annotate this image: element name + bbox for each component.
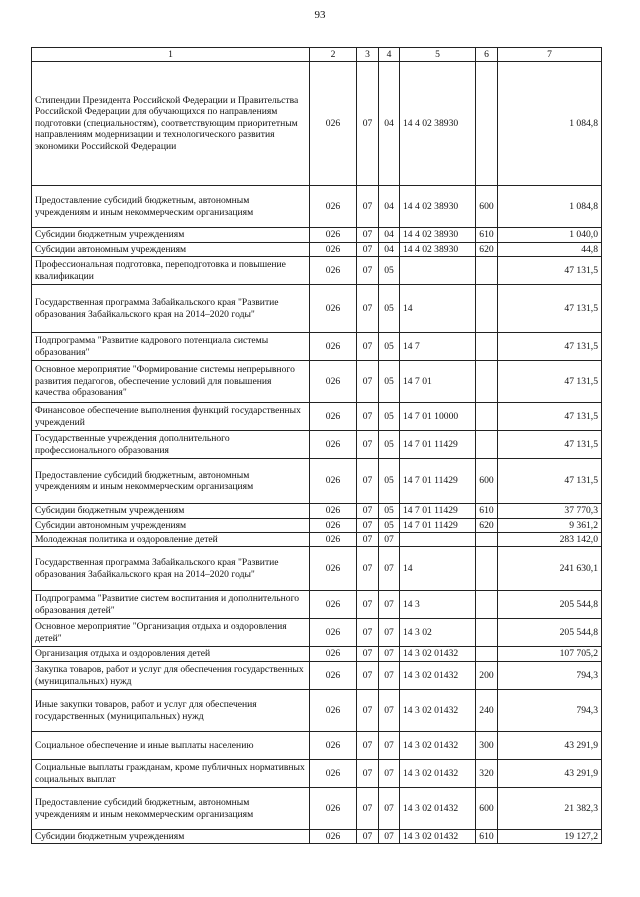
row-subsection-code: 07: [379, 830, 400, 844]
row-subsection-code: 04: [379, 62, 400, 186]
row-name: Подпрограмма "Развитие систем воспитания и дополнительного образования детей": [32, 591, 310, 619]
table-row: [32, 732, 602, 760]
table-row: [32, 403, 602, 431]
row-name: Государственная программа Забайкальского края "Развитие образования Забайкальского края на 2014–2020 годы": [32, 547, 310, 591]
budget-table: [31, 47, 602, 844]
row-section-code: 07: [357, 243, 379, 257]
row-subsection-code: 07: [379, 760, 400, 788]
table-row: [32, 519, 602, 533]
row-section-code: 07: [357, 760, 379, 788]
row-expense-type-code: [476, 431, 498, 459]
column-number-3: 3: [357, 48, 379, 62]
column-number-1: 1: [32, 48, 310, 62]
row-subsection-code: 04: [379, 243, 400, 257]
row-subsection-code: 04: [379, 228, 400, 243]
row-expense-type-code: [476, 257, 498, 285]
row-admin-code: 026: [310, 333, 357, 361]
row-section-code: 07: [357, 732, 379, 760]
row-subsection-code: 05: [379, 519, 400, 533]
row-subsection-code: 05: [379, 403, 400, 431]
row-target-article-code: 14 7 01 11429: [400, 504, 476, 519]
table-row: [32, 62, 602, 186]
row-section-code: 07: [357, 533, 379, 547]
row-name: Государственные учреждения дополнительного профессионального образования: [32, 431, 310, 459]
row-target-article-code: 14 7 01 11429: [400, 459, 476, 504]
row-amount: 794,3: [498, 662, 602, 690]
row-amount: 1 084,8: [498, 186, 602, 228]
row-admin-code: 026: [310, 591, 357, 619]
row-expense-type-code: [476, 62, 498, 186]
row-admin-code: 026: [310, 732, 357, 760]
table-row: [32, 243, 602, 257]
row-amount: 47 131,5: [498, 257, 602, 285]
row-target-article-code: 14 4 02 38930: [400, 186, 476, 228]
row-expense-type-code: 600: [476, 788, 498, 830]
row-target-article-code: 14 4 02 38930: [400, 228, 476, 243]
table-row: [32, 788, 602, 830]
row-name: Субсидии автономным учреждениям: [32, 243, 310, 257]
row-expense-type-code: [476, 403, 498, 431]
row-section-code: 07: [357, 519, 379, 533]
row-target-article-code: 14 3 02 01432: [400, 788, 476, 830]
row-admin-code: 026: [310, 519, 357, 533]
row-amount: 47 131,5: [498, 459, 602, 504]
row-target-article-code: 14 7 01 11429: [400, 431, 476, 459]
row-amount: 1 084,8: [498, 62, 602, 186]
row-subsection-code: 05: [379, 333, 400, 361]
row-admin-code: 026: [310, 285, 357, 333]
row-target-article-code: [400, 533, 476, 547]
row-admin-code: 026: [310, 662, 357, 690]
row-target-article-code: 14 4 02 38930: [400, 62, 476, 186]
row-admin-code: 026: [310, 186, 357, 228]
row-admin-code: 026: [310, 647, 357, 662]
row-target-article-code: 14 3 02 01432: [400, 662, 476, 690]
row-subsection-code: 05: [379, 504, 400, 519]
row-section-code: 07: [357, 690, 379, 732]
row-expense-type-code: [476, 533, 498, 547]
table-row: [32, 257, 602, 285]
row-name: Иные закупки товаров, работ и услуг для обеспечения государственных (муниципальных) нужд: [32, 690, 310, 732]
row-expense-type-code: [476, 591, 498, 619]
row-name: Предоставление субсидий бюджетным, автономным учреждениям и иным некоммерческим организациям: [32, 459, 310, 504]
row-expense-type-code: 600: [476, 459, 498, 504]
row-expense-type-code: 240: [476, 690, 498, 732]
row-expense-type-code: [476, 333, 498, 361]
row-section-code: 07: [357, 830, 379, 844]
row-admin-code: 026: [310, 459, 357, 504]
row-admin-code: 026: [310, 760, 357, 788]
row-amount: 47 131,5: [498, 361, 602, 403]
row-target-article-code: [400, 257, 476, 285]
row-expense-type-code: [476, 285, 498, 333]
row-section-code: 07: [357, 285, 379, 333]
row-target-article-code: 14 3 02 01432: [400, 732, 476, 760]
row-name: Основное мероприятие "Формирование системы непрерывного развития педагогов, обеспечение условий для повышения качества образования": [32, 361, 310, 403]
row-subsection-code: 07: [379, 788, 400, 830]
row-section-code: 07: [357, 647, 379, 662]
row-target-article-code: 14 7: [400, 333, 476, 361]
row-section-code: 07: [357, 403, 379, 431]
row-subsection-code: 07: [379, 547, 400, 591]
row-amount: 43 291,9: [498, 760, 602, 788]
row-subsection-code: 05: [379, 361, 400, 403]
row-amount: 44,8: [498, 243, 602, 257]
row-admin-code: 026: [310, 361, 357, 403]
table-row: [32, 228, 602, 243]
row-subsection-code: 07: [379, 732, 400, 760]
row-target-article-code: 14 7 01: [400, 361, 476, 403]
row-admin-code: 026: [310, 547, 357, 591]
row-admin-code: 026: [310, 830, 357, 844]
table-row: [32, 662, 602, 690]
table-row: [32, 459, 602, 504]
row-amount: 47 131,5: [498, 333, 602, 361]
column-number-row: [32, 48, 602, 62]
row-expense-type-code: 600: [476, 186, 498, 228]
row-amount: 43 291,9: [498, 732, 602, 760]
row-amount: 241 630,1: [498, 547, 602, 591]
row-admin-code: 026: [310, 228, 357, 243]
row-section-code: 07: [357, 591, 379, 619]
row-target-article-code: 14 7 01 11429: [400, 519, 476, 533]
row-amount: 19 127,2: [498, 830, 602, 844]
row-amount: 47 131,5: [498, 403, 602, 431]
table-row: [32, 186, 602, 228]
table-row: [32, 591, 602, 619]
row-expense-type-code: 620: [476, 519, 498, 533]
row-amount: 1 040,0: [498, 228, 602, 243]
row-expense-type-code: [476, 547, 498, 591]
row-target-article-code: 14: [400, 285, 476, 333]
row-section-code: 07: [357, 504, 379, 519]
row-subsection-code: 07: [379, 591, 400, 619]
row-subsection-code: 07: [379, 647, 400, 662]
row-subsection-code: 07: [379, 662, 400, 690]
row-target-article-code: 14 3 02 01432: [400, 647, 476, 662]
row-admin-code: 026: [310, 788, 357, 830]
row-name: Молодежная политика и оздоровление детей: [32, 533, 310, 547]
table-row: [32, 830, 602, 844]
row-name: Стипендии Президента Российской Федерации и Правительства Российской Федерации для обучающихся по направлениям подготовки (специальностям), соответствующим приоритетным направлениям модернизации и технологического развития экономики Российской Федерации: [32, 62, 310, 186]
row-section-code: 07: [357, 62, 379, 186]
table-row: [32, 647, 602, 662]
row-expense-type-code: [476, 647, 498, 662]
column-number-4: 4: [379, 48, 400, 62]
row-subsection-code: 07: [379, 619, 400, 647]
row-target-article-code: 14 4 02 38930: [400, 243, 476, 257]
row-name: Финансовое обеспечение выполнения функций государственных учреждений: [32, 403, 310, 431]
row-amount: 794,3: [498, 690, 602, 732]
row-name: Государственная программа Забайкальского края "Развитие образования Забайкальского края на 2014–2020 годы": [32, 285, 310, 333]
row-subsection-code: 04: [379, 186, 400, 228]
row-section-code: 07: [357, 788, 379, 830]
row-section-code: 07: [357, 361, 379, 403]
row-name: Организация отдыха и оздоровления детей: [32, 647, 310, 662]
row-expense-type-code: 200: [476, 662, 498, 690]
row-name: Основное мероприятие "Организация отдыха и оздоровления детей": [32, 619, 310, 647]
row-admin-code: 026: [310, 533, 357, 547]
row-target-article-code: 14 3: [400, 591, 476, 619]
table-row: [32, 504, 602, 519]
row-section-code: 07: [357, 459, 379, 504]
row-admin-code: 026: [310, 62, 357, 186]
row-amount: 205 544,8: [498, 619, 602, 647]
table-row: [32, 533, 602, 547]
row-admin-code: 026: [310, 257, 357, 285]
row-subsection-code: 05: [379, 431, 400, 459]
row-name: Социальные выплаты гражданам, кроме публичных нормативных социальных выплат: [32, 760, 310, 788]
table-row: [32, 690, 602, 732]
row-section-code: 07: [357, 333, 379, 361]
table-row: [32, 361, 602, 403]
row-target-article-code: 14 7 01 10000: [400, 403, 476, 431]
row-admin-code: 026: [310, 243, 357, 257]
row-name: Предоставление субсидий бюджетным, автономным учреждениям и иным некоммерческим организациям: [32, 186, 310, 228]
table-row: [32, 431, 602, 459]
row-expense-type-code: 610: [476, 228, 498, 243]
column-number-2: 2: [310, 48, 357, 62]
row-expense-type-code: 610: [476, 830, 498, 844]
row-amount: 107 705,2: [498, 647, 602, 662]
row-section-code: 07: [357, 228, 379, 243]
row-name: Субсидии бюджетным учреждениям: [32, 830, 310, 844]
row-name: Профессиональная подготовка, переподготовка и повышение квалификации: [32, 257, 310, 285]
row-target-article-code: 14: [400, 547, 476, 591]
row-section-code: 07: [357, 186, 379, 228]
row-section-code: 07: [357, 257, 379, 285]
row-target-article-code: 14 3 02 01432: [400, 830, 476, 844]
table-row: [32, 760, 602, 788]
row-subsection-code: 05: [379, 459, 400, 504]
row-name: Субсидии бюджетным учреждениям: [32, 504, 310, 519]
row-admin-code: 026: [310, 403, 357, 431]
row-target-article-code: 14 3 02 01432: [400, 760, 476, 788]
table-row: [32, 285, 602, 333]
table-row: [32, 619, 602, 647]
row-section-code: 07: [357, 662, 379, 690]
column-number-6: 6: [476, 48, 498, 62]
row-admin-code: 026: [310, 504, 357, 519]
page-number: 93: [314, 9, 326, 21]
row-expense-type-code: 320: [476, 760, 498, 788]
row-amount: 47 131,5: [498, 431, 602, 459]
row-target-article-code: 14 3 02 01432: [400, 690, 476, 732]
row-amount: 21 382,3: [498, 788, 602, 830]
row-expense-type-code: 620: [476, 243, 498, 257]
table-row: [32, 547, 602, 591]
row-expense-type-code: 300: [476, 732, 498, 760]
budget-table-body: [32, 48, 602, 844]
row-amount: 283 142,0: [498, 533, 602, 547]
row-name: Подпрограмма "Развитие кадрового потенциала системы образования": [32, 333, 310, 361]
row-name: Субсидии бюджетным учреждениям: [32, 228, 310, 243]
row-admin-code: 026: [310, 690, 357, 732]
row-subsection-code: 05: [379, 257, 400, 285]
row-amount: 205 544,8: [498, 591, 602, 619]
row-name: Предоставление субсидий бюджетным, автономным учреждениям и иным некоммерческим организациям: [32, 788, 310, 830]
row-name: Субсидии автономным учреждениям: [32, 519, 310, 533]
row-section-code: 07: [357, 619, 379, 647]
row-expense-type-code: [476, 619, 498, 647]
column-number-7: 7: [498, 48, 602, 62]
row-admin-code: 026: [310, 431, 357, 459]
row-subsection-code: 07: [379, 690, 400, 732]
column-number-5: 5: [400, 48, 476, 62]
row-section-code: 07: [357, 547, 379, 591]
row-amount: 47 131,5: [498, 285, 602, 333]
table-row: [32, 333, 602, 361]
row-name: Закупка товаров, работ и услуг для обеспечения государственных (муниципальных) нужд: [32, 662, 310, 690]
row-name: Социальное обеспечение и иные выплаты населению: [32, 732, 310, 760]
row-expense-type-code: [476, 361, 498, 403]
row-subsection-code: 05: [379, 285, 400, 333]
row-section-code: 07: [357, 431, 379, 459]
row-expense-type-code: 610: [476, 504, 498, 519]
row-target-article-code: 14 3 02: [400, 619, 476, 647]
row-amount: 37 770,3: [498, 504, 602, 519]
row-subsection-code: 07: [379, 533, 400, 547]
row-amount: 9 361,2: [498, 519, 602, 533]
row-admin-code: 026: [310, 619, 357, 647]
